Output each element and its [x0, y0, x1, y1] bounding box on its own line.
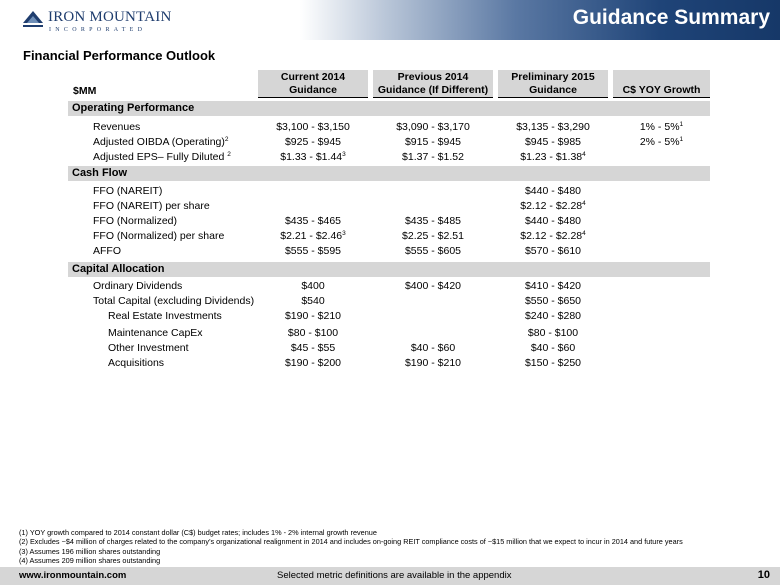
- section-capital-allocation: Capital Allocation: [68, 262, 710, 277]
- table-row: Acquisitions $190 - $200 $190 - $210 $150 - $250: [108, 357, 582, 369]
- table-row: FFO (Normalized) per share $2.21 - $2.46$^3$ $2.25 - $2.51 $2.12 - $2.28$^4$: [93, 230, 586, 242]
- table-row: FFO (NAREIT) per share $2.12 - $2.28$^4$: [93, 200, 586, 212]
- footnotes: [19, 528, 683, 565]
- company-logo: [22, 8, 172, 38]
- column-header-preliminary-2015: Preliminary 2015 Guidance: [498, 70, 608, 98]
- table-row: Adjusted OIBDA (Operating)$^2$ $925 - $945 $915 - $945 $945 - $985 2% - 5%$^1$: [93, 136, 684, 148]
- column-header-current-2014: Current 2014 Guidance: [258, 70, 368, 98]
- footnote-3: (3) Assumes 196 million shares outstanding: [19, 546, 161, 556]
- slide-footer: [0, 567, 780, 585]
- table-row: FFO (Normalized) $435 - $465 $435 - $485 $440 - $480: [93, 215, 582, 227]
- footnote-1: (1) YOY growth compared to 2014 constant dollar (C$) budget rates; includes 1% - 2% internal growth revenue: [19, 528, 377, 537]
- page-number: 10: [757, 569, 770, 581]
- section-cash-flow: Cash Flow: [68, 166, 710, 181]
- table-row: Maintenance CapEx $80 - $100 $80 - $100: [108, 327, 579, 339]
- slide-title: Guidance Summary: [572, 6, 770, 29]
- logo-name: IRON MOUNTAIN: [48, 9, 172, 25]
- table-row: Real Estate Investments $190 - $210 $240 - $280: [108, 310, 582, 322]
- table-row: Total Capital (excluding Dividends) $540 $550 - $650: [93, 295, 582, 307]
- footnote-4: (4) Assumes 209 million shares outstanding: [19, 555, 161, 565]
- table-row: Ordinary Dividends $400 $400 - $420 $410 - $420: [93, 280, 582, 292]
- units-label: $MM: [73, 85, 97, 97]
- table-row: AFFO $555 - $595 $555 - $605 $570 - $610: [93, 245, 582, 257]
- column-header-previous-2014: Previous 2014 Guidance (If Different): [373, 70, 493, 98]
- section-heading: Financial Performance Outlook: [23, 48, 216, 63]
- website-link[interactable]: www.ironmountain.com: [19, 570, 127, 581]
- title-bar: [300, 0, 780, 40]
- column-header-yoy-growth: C$ YOY Growth: [613, 70, 710, 98]
- slide-header: [0, 0, 780, 42]
- footnote-2: (2) Excludes ~$4 million of charges related to the company’s organizational realignment in 2014 and includes on-going REIT compliance costs of ~$15 million that we expect to incur in 2014 and future years: [19, 537, 683, 547]
- mountain-logo-icon: [22, 10, 44, 34]
- logo-subtitle: INCORPORATED: [49, 27, 147, 33]
- table-row: FFO (NAREIT) $440 - $480: [93, 185, 582, 197]
- table-row: Revenues $3,100 - $3,150 $3,090 - $3,170 $3,135 - $3,290 1% - 5%$^1$: [93, 121, 684, 133]
- section-operating-performance: Operating Performance: [68, 101, 710, 116]
- table-row: Other Investment $45 - $55 $40 - $60 $40 - $60: [108, 342, 576, 354]
- appendix-note: Selected metric definitions are available in the appendix: [277, 570, 512, 581]
- table-row: Adjusted EPS– Fully Diluted $^2$ $1.33 - $1.44$^3$ $1.37 - $1.52 $1.23 - $1.38$^4$: [93, 151, 586, 163]
